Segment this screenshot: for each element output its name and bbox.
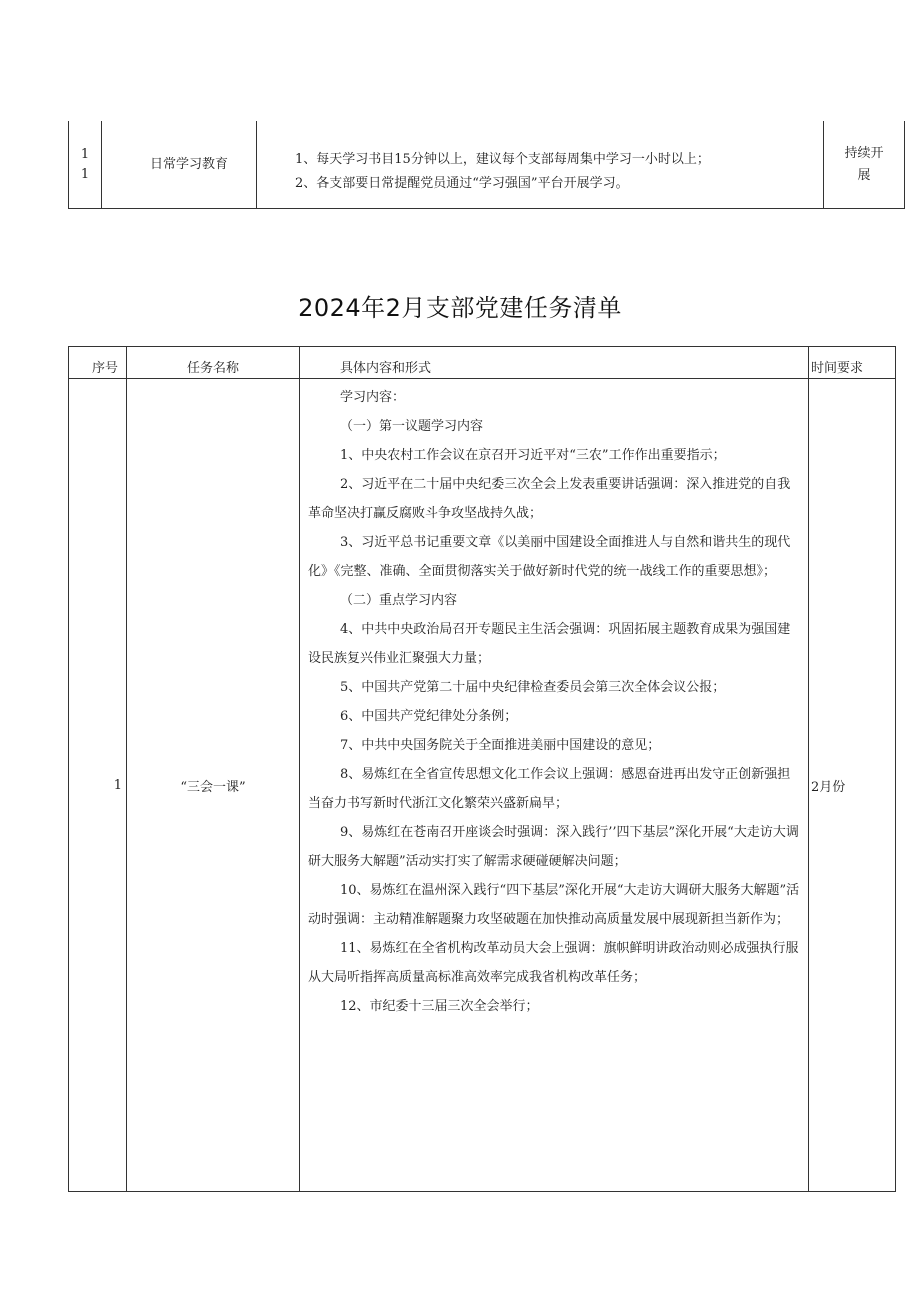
content-paragraph: （二）重点学习内容 [340,593,458,608]
task-content [300,379,809,1192]
content-paragraph: 1、中央农村工作会议在京召开习近平对“三农”工作作出重要指示； [340,448,726,463]
content-paragraph: （一）第一议题学习内容 [340,419,484,434]
content-paragraph: 7、中共中央国务院关于全面推进美丽中国建设的意见； [340,738,661,753]
content-paragraph: 3、习近平总书记重要文章《以美丽中国建设全面推进人与自然和谐共生的现代化》《完整、准确、全面贯彻落实关于做好新时代党的统一战线工作的重要思想》； [308,535,791,579]
content-paragraph: 8、易炼红在全省宣传思想文化工作会议上强调：感恩奋进再出发守正创新强担当奋力书写新时代浙江文化繁荣兴盛新扁早； [308,767,791,811]
task-name: 日常学习教育 [102,121,257,209]
content-paragraph: 10、易炼红在温州深入践行“四下基层”深化开展“大走访大调研大服务大解题”活动时强调：主动精准解题聚力攻坚破题在加快推动高质量发展中展现新担当新作为； [308,883,800,927]
table-row [69,121,905,209]
time-requirement: 持续开 展 [824,121,905,209]
header-task-name: 任务名称 [127,347,300,379]
header-time: 时间要求 [809,347,896,379]
content-paragraph: 6、中国共产党纪律处分条例； [340,709,518,724]
content-line: 2、各支部要日常提醒党员通过“学习强国”平台开展学习。 [295,175,629,191]
table-header-row [69,347,896,379]
content-paragraph: 5、中国共产党第二十届中央纪律检查委员会第三次全体会议公报； [340,680,726,695]
content-paragraph: 12、市纪委十三届三次全会举行； [340,999,539,1014]
previous-task-table [68,121,905,209]
page-title: 2024年2月支部党建任务清单 [298,294,622,322]
table-row [69,379,896,1192]
content-paragraph: 11、易炼红在全省机构改革动员大会上强调：旗帜鲜明讲政治动则必成强执行服从大局听指挥高质量高标准高效率完成我省机构改革任务； [308,941,799,985]
content-paragraph: 学习内容： [340,390,406,405]
task-content [257,121,824,209]
row-number: 1 1 [69,121,102,209]
content-paragraph: 2、习近平在二十届中央纪委三次全会上发表重要讲话强调：深入推进党的自我革命坚决打赢反腐败斗争攻坚战持久战； [308,477,791,521]
task-name: “三会一课” [127,379,300,1192]
time-requirement: 2月份 [809,379,896,1192]
content-paragraph: 4、中共中央政治局召开专题民主生活会强调：巩固拓展主题教育成果为强国建设民族复兴伟业汇聚强大力量； [308,622,791,666]
header-number: 序号 [69,347,127,379]
content-paragraph: 9、易炼红在苍南召开座谈会时强调：深入践行’’四下基层”深化开展“大走访大调研大服务大解题”活动实打实了解需求硬碰硬解决问题； [308,825,799,869]
task-list-table [68,346,896,1192]
row-number: 1 [69,379,127,1192]
content-line: 1、每天学习书目15分钟以上，建议每个支部每周集中学习一小时以上； [295,151,710,167]
header-content: 具体内容和形式 [300,347,809,379]
